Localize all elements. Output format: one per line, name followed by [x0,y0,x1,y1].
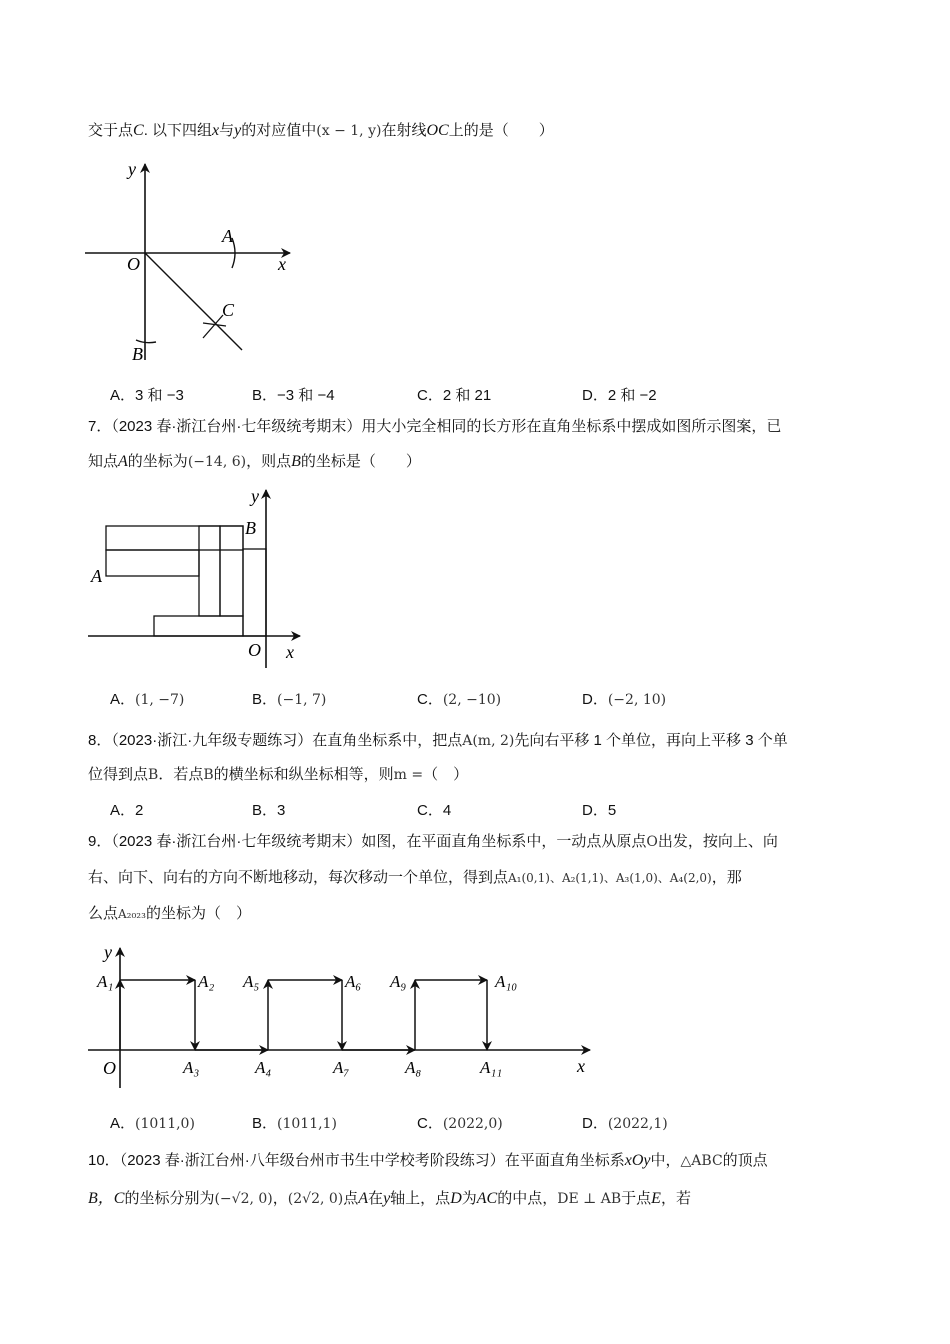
q6-ray-oc: OC [426,122,449,139]
q9-label-a3: A₃ [183,1058,200,1077]
q9-figure [85,938,605,1088]
q8-stem-text: 在直角坐标系中，把点 [312,732,463,749]
q6-options [0,384,950,408]
q10-triangle: △ABC [680,1153,723,1169]
q10-math-perp: DE ⊥ AB [557,1191,622,1207]
q7-stem-text: 知点 [88,453,119,470]
q7-stem-text: 用大小完全相同的长方形在直角坐标系中摆成如图所示图案，已 [361,418,782,435]
q9-option-b[interactable]: B．(1011,1) [252,1115,337,1132]
q6-option-d[interactable]: D．2 和 −2 [582,387,657,404]
q7-stem-text: ，则点 [246,453,292,470]
q10-stem-text: 于点 [621,1190,652,1207]
q7-number: 7． [88,418,112,435]
q10-stem-text: 轴上，点 [390,1190,451,1207]
q10-stem-text: 在 [368,1190,384,1207]
q9-stem-text: 的坐标为（ ） [145,905,251,922]
q8-math-point: A(m, 2) [462,733,515,749]
q7-option-d[interactable]: D．(−2, 10) [582,691,667,708]
q10-stem-text: ， [272,1190,288,1207]
q9-label-a5: A₅ [243,972,260,991]
q10-stem-text: 点 [343,1190,359,1207]
q6-stem-text: 与 [219,122,235,139]
q9-stem-text: 么点 [88,905,119,922]
q8-option-c[interactable]: C．4 [417,802,452,819]
q8-stem-line2 [88,764,468,786]
q8-point-b: B [203,767,214,783]
q9-stem-text: 出发，按向上、向 [657,833,778,850]
q7-options [0,688,950,712]
q10-stem-text: 的中点， [497,1190,558,1207]
q8-option-b[interactable]: B．3 [252,802,286,819]
q9-label-a9: A₉ [390,972,407,991]
q6-option-a[interactable]: A．3 和 −3 [110,387,184,404]
q10-coord-c: (2√2, 0) [287,1191,344,1207]
q7-rectangle [106,550,199,576]
q10-var-y: y [383,1190,391,1207]
q6-label-c: C [222,300,235,320]
q7-label-a: A [91,566,102,586]
q7-option-a[interactable]: A．(1, −7) [110,691,185,708]
q6-option-c[interactable]: C．2 和 21 [417,387,492,404]
q10-point-e: E [651,1190,661,1207]
q6-option-b[interactable]: B．−3 和 −4 [252,387,335,404]
q10-stem-text: 为 [461,1190,477,1207]
q8-stem-text: 位得到点 [88,766,149,783]
q9-label-a6: A₆ [345,972,362,991]
q6-stem-text: 交于点 [88,122,134,139]
q6-point-c: C [133,122,144,139]
q9-label-o: O [103,1058,116,1078]
q6-stem [88,120,554,142]
q6-arc-b [136,340,156,343]
q9-label-a1: A₁ [97,972,114,991]
q7-figure [80,480,310,670]
q9-stem-line2 [88,867,742,889]
q9-stem-line3 [88,903,251,925]
q7-label-x: x [286,642,294,662]
q9-label-a10: A₁₀ [495,972,518,991]
q7-rectangle [220,526,243,616]
q6-stem-text: 在射线 [381,122,427,139]
q7-source: （2023 春·浙江台州·七年级统考期末） [111,418,362,435]
q9-label-a2: A₂ [198,972,215,991]
q7-label-b: B [245,518,256,538]
q7-rectangle [243,549,266,636]
q10-source: （2023 春·浙江台州·八年级台州市书生中学校考阶段练习） [119,1152,505,1169]
q6-stem-text: 的对应值中 [241,122,317,139]
q7-point-b: B [291,453,301,470]
q10-stem-line2 [88,1188,691,1210]
q9-source: （2023 春·浙江台州·七年级统考期末） [111,833,362,850]
q9-stem-text: 右、向下、向右的方向不断地移动，每次移动一个单位，得到点 [88,869,509,886]
q9-label-a11: A₁₁ [480,1058,503,1077]
q9-math-points: A₁(0,1)、A₂(1,1)、A₃(1,0)、A₄(2,0) [508,871,712,885]
q9-origin-o: O [646,834,658,850]
q10-stem-text: 的坐标分别为 [124,1190,215,1207]
q7-rectangle [106,526,243,550]
q9-options [0,1112,950,1136]
q10-point-d: D [450,1190,462,1207]
q6-math-expr: (x − 1, y) [316,123,382,139]
q7-option-b[interactable]: B．(−1, 7) [252,691,327,708]
q6-var-y: y [234,122,242,139]
q7-stem-text: 的坐标为 [127,453,188,470]
q9-option-c[interactable]: C．(2022,0) [417,1115,503,1132]
q10-points-bc: B，C [88,1190,125,1207]
q7-stem-line1 [88,416,781,438]
q9-label-y: y [104,942,112,962]
q7-rectangle [154,616,243,636]
q6-var-x: x [212,122,220,139]
q8-number: 8． [88,732,112,749]
q10-stem-line1 [88,1150,768,1172]
q8-stem-text: 的横坐标和纵坐标相等，则 [213,766,394,783]
q9-label-a8: A₈ [405,1058,422,1077]
q9-option-d[interactable]: D．(2022,1) [582,1115,668,1132]
q8-stem-line1 [88,730,788,752]
q9-stem-text: ，那 [711,869,742,886]
q6-label-y: y [128,159,136,179]
q6-label-a: A [222,226,233,246]
q8-option-a[interactable]: A．2 [110,802,144,819]
q6-label-o: O [127,254,140,274]
q10-point-a: A [358,1190,369,1207]
q9-option-a[interactable]: A．(1011,0) [110,1115,195,1132]
q10-stem-text: 中， [650,1152,681,1169]
q9-number: 9． [88,833,112,850]
q9-label-a7: A₇ [333,1058,350,1077]
q6-arc-c1 [203,315,223,338]
q10-segment-ac: AC [476,1190,498,1207]
q7-math-coord: (−14, 6) [187,454,247,470]
q10-coord-b: (−√2, 0) [214,1191,273,1207]
q6-stem-text: . 以下四组 [143,122,213,139]
q6-label-b: B [132,344,143,364]
q10-number: 10． [88,1152,120,1169]
q7-point-a: A [118,453,128,470]
q8-stem-text: （ ） [423,766,469,783]
q9-label-a4: A₄ [255,1058,272,1077]
q7-label-o: O [248,640,261,660]
q9-label-x: x [577,1056,585,1076]
q10-stem-text: 的顶点 [722,1152,768,1169]
q9-stem-text: 如图，在平面直角坐标系中，一动点从原点 [361,833,647,850]
q8-math-m: m = [393,767,424,783]
q10-stem-text: 在平面直角坐标系 [504,1152,625,1169]
q8-source: （2023·浙江·九年级专题练习） [111,732,313,749]
q8-option-d[interactable]: D．5 [582,802,617,819]
q7-stem-text: 的坐标是（ ） [300,453,421,470]
q6-stem-text: 上的是（ ） [448,122,554,139]
q10-plane-xoy: xOy [624,1152,651,1169]
q8-stem-text: ．若点 [158,766,204,783]
q8-options [0,799,950,823]
q6-figure [80,150,310,370]
q7-option-c[interactable]: C．(2, −10) [417,691,502,708]
q7-rectangle [199,526,220,616]
q9-math-a2023: A₂₀₂₃ [118,907,146,921]
q10-stem-text: ，若 [660,1190,691,1207]
q8-stem-text: 先向右平移 1 个单位，再向上平移 3 个单 [514,732,788,749]
q8-point-b: B [148,767,159,783]
q9-stem-line1 [88,831,778,853]
q7-stem-line2 [88,451,421,473]
q7-label-y: y [251,486,259,506]
q6-label-x: x [278,254,286,274]
